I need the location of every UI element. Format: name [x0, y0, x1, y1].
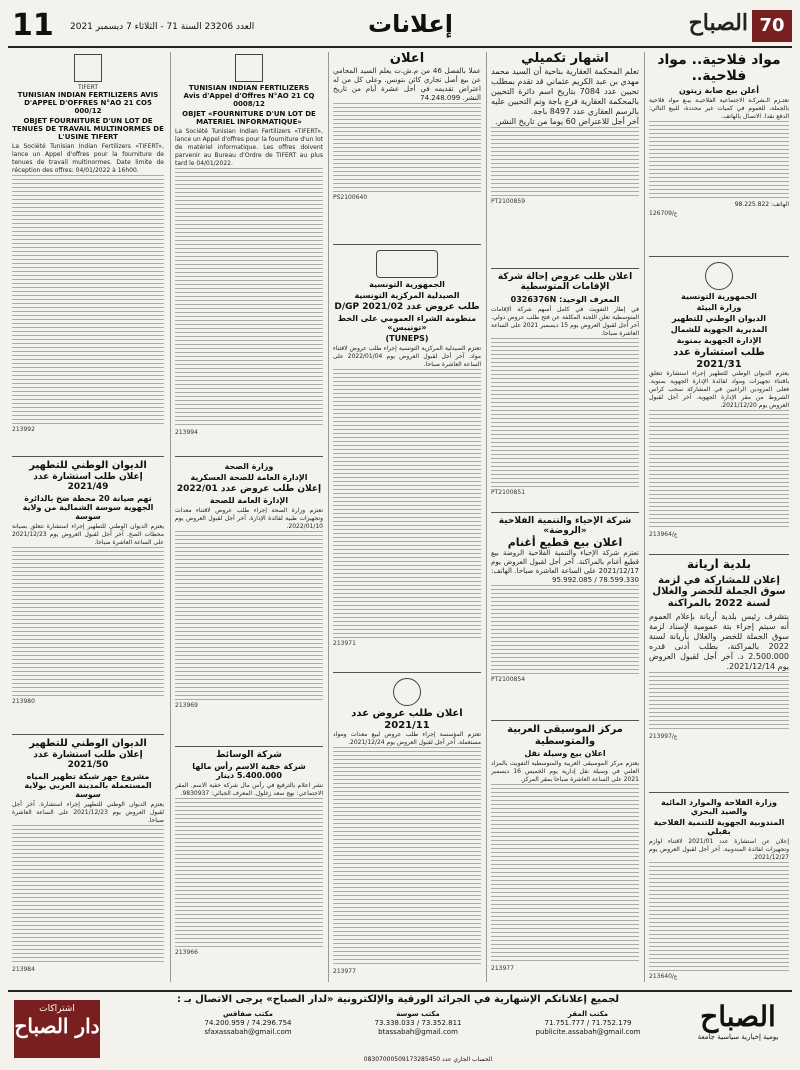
ad-ref: 213977: [333, 968, 356, 975]
ad-agency: الديوان الوطني للتطهير: [671, 314, 767, 323]
ad-title: إعلان طلب استشارة عدد 2021/50: [33, 749, 143, 770]
text-lines: [12, 175, 164, 425]
ad-agriculture-kebili: [649, 796, 789, 982]
ad-title: طلب استشارة عدد 2021/31: [673, 347, 765, 370]
text-lines: [175, 531, 323, 701]
ad-title: طلب عروض عدد 2021/02 D/GP: [334, 302, 480, 312]
ad-agricultural-materials: [649, 52, 789, 252]
divider: [491, 268, 639, 269]
ad-object: OBJET «FOURNITURE D'UN LOT DE MATERIEL INFORMATIQUE»: [182, 110, 316, 127]
ad-ref: ع/213640: [649, 973, 678, 980]
ad-tifert-it-equipment: [175, 52, 323, 452]
office-sfax: [178, 1010, 318, 1037]
divider: [491, 512, 639, 513]
ad-supplementary-notice: [491, 52, 639, 264]
ad-country: الجمهورية التونسية: [681, 292, 757, 301]
ad-subtitle: الإدارة العامة للصحة: [209, 496, 289, 506]
ad-text: يتشرف رئيس بلدية أريانة بإعلام العموم أنه سيتم إجراء بتة عمومية لإسناد لزمة سوق الجملة للخضر والغلال بأريانة لسنة 2022 بالمراكنة، بطلب أدنى قدره 2.500.000 د. آخر أجل لقبول العروض يوم 2021/12/14.: [649, 612, 789, 672]
page-footer: [8, 990, 792, 1066]
ad-ref: 213992: [12, 426, 35, 434]
ad-system: (TUNEPS): [385, 334, 429, 344]
ad-subtitle: شركة خفية الاسم رأس مالها 5.400.000 دينار: [192, 762, 306, 781]
ad-ref: 213980: [12, 698, 35, 706]
tifert-logo-icon: [74, 54, 102, 82]
ad-company: الصيدلية المركزية التونسية: [354, 291, 460, 300]
logo-text: الصباح: [688, 10, 748, 36]
text-lines: [12, 547, 164, 697]
ad-title: شركة الإحياء والتنمية الفلاحية «الروضة»: [498, 516, 632, 537]
column-4: [170, 52, 327, 982]
ad-ref: 213994: [175, 429, 198, 437]
office-name: مكتب صفاقس: [222, 1010, 274, 1018]
issue-line: العدد 23206 السنة 71 - الثلاثاء 7 ديسمبر 2021: [70, 22, 255, 32]
text-lines: [175, 168, 323, 428]
footer-logo-name: الصباح: [700, 1000, 776, 1033]
office-headquarters: [518, 1010, 658, 1037]
ad-ref: PT2100851: [491, 488, 526, 496]
text-lines: [333, 103, 481, 193]
ad-text: تعتـزم الـشركـة الاجتماعية الفلاحيـة بيـع مواد فلاحية بالجملة، للعموم في كميات غير محددة، للبيع التالي: الدفع نقدا. الاتصال بالهاتف.: [649, 97, 789, 121]
text-lines: [491, 127, 639, 197]
ad-text2: آخر أجل للاعتراض 60 يوما من تاريخ النشر.: [494, 116, 639, 126]
ad-title: Avis d'Appel d'Offres N°AO 21 CQ 0008/12: [183, 92, 315, 109]
ad-ref: 213966: [175, 949, 198, 957]
office-name: مكتب سوسة: [396, 1010, 440, 1018]
ad-text: تعتزم وزارة الصحة إجراء طلب عروض لاقتناء معدات وتجهيزات طبية لفائدة الإدارة. آخر أجل لقبول العروض يوم 2022/01/10.: [175, 507, 323, 531]
ad-text: تعتزم شركة الإحياء والتنمية الفلاحية الروضة بيع قطيع أغنام بالمراكنة. آخر أجل لقبول العروض يوم 2021/12/17 على الساعة العاشرة صباحا. الهاتف: 78.599.330 / 95.992.085: [491, 549, 639, 585]
ad-ministry-health: [175, 460, 323, 742]
ad-title: مواد فلاحية.. مواد فلاحية..: [657, 52, 781, 85]
ad-title: بلدية أريانة: [686, 558, 752, 571]
ad-title: مركز الموسيقى العربية والمتوسطية: [507, 724, 623, 747]
ad-company-capital: [175, 750, 323, 982]
ad-text: يعتزم مركز الموسيقى العربية والمتوسطية التفويت بالمزاد العلني في وسيلة نقل إدارية يوم الخميس 16 ديسمبر 2021 على الساعة العاشرة صباحا بمقر المركز.: [491, 760, 639, 783]
office-email[interactable]: btassabah@gmail.com: [378, 1028, 458, 1036]
ad-text: إعلان عن استشارة عدد 2021/01 لاقتناء لوازم وتجهيزات لفائدة المندوبية. آخر أجل لقبول العروض يوم 2021/12/27.: [649, 838, 789, 861]
divider: [12, 456, 164, 457]
ad-subtitle: مشروع جهر شبكة تطهير المياه المستعملة بالمدينة العربي بولاية سوسة: [24, 772, 152, 800]
ad-logo-text: TIFERT: [77, 84, 99, 91]
ad-text: نشر اعلام بالترفيع في رأس مال شركة خفية الاسم. المقر الاجتماعي: نهج سعد زغلول. المعرف الجبائي: 9830937.: [175, 782, 323, 798]
office-name: مكتب المقر: [567, 1010, 609, 1018]
ad-text: La Société Tunisian Indian Fertilizers «TIFERT», lance un Appel d'offres pour la fourniture de tenues de travail multinormes. Date limite de réception des offres: 04/01/2022 à 16h00.: [12, 143, 164, 175]
text-lines: [491, 585, 639, 675]
text-lines: [491, 338, 639, 488]
divider: [333, 244, 481, 245]
text-lines: [649, 862, 789, 972]
ad-ariana-municipality: [649, 558, 789, 788]
ad-text: يعتزم الديوان الوطني للتطهير إجراء استشارة. آخر أجل لقبول العروض يوم 2021/12/23 على الساعة العاشرة صباحا.: [12, 801, 164, 825]
column-3: [328, 52, 485, 982]
ad-subtitle: المندوبية الجهوية للتنمية الفلاحية بقبلي: [653, 818, 785, 836]
ad-id: المعرف الوحيد: 0326376N: [510, 294, 620, 304]
office-email[interactable]: sfaxassabah@gmail.com: [204, 1028, 292, 1036]
office-phone: 74.296.754 / 74.200.959: [204, 1019, 292, 1027]
ad-lead: أعلن بيع صابة زيتون: [678, 86, 760, 96]
ad-dept: المديرية الجهوية للشمال: [670, 325, 768, 334]
column-1: [644, 52, 793, 982]
ad-ref: PT2100854: [491, 676, 526, 684]
text-lines: [491, 784, 639, 964]
ad-tifert-workwear: [12, 52, 164, 452]
ad-dept2: الإدارة الجهوية بمنوبة: [676, 336, 762, 345]
ad-rawda-sheep-sale: [491, 516, 639, 716]
ad-notice: [333, 52, 481, 240]
divider: [649, 792, 789, 793]
office-sousse: [348, 1010, 488, 1037]
divider: [491, 720, 639, 721]
institution-emblem-icon: [393, 678, 421, 706]
ad-title: اشهار تكميلي: [521, 52, 609, 66]
ad-contact: الهاتف: 98.225.822: [734, 201, 789, 209]
divider: [333, 672, 481, 673]
text-lines: [649, 410, 789, 530]
ad-subtitle: تهم صيانة 20 محطة ضخ بالدائرة الجهوية سوسة الشمالية من ولاية سوسة: [22, 494, 154, 522]
ad-ref: ع/126709: [649, 210, 678, 218]
divider: [175, 746, 323, 747]
ad-title: اعلان طلب عروض عدد 2021/11: [351, 708, 463, 731]
column-2: [486, 52, 643, 982]
ad-subtitle: اعلان بيع قطيع أغنام: [507, 535, 623, 549]
ad-text: La Société Tunisian Indian Fertilizers «TIFERT», lance un Appel d'offres pour la fourniture d'un lot de matériel informatique. Les offres doivent parvenir au Bureau d'Ordre de TIFERT au plus tard le 04/01/2022.: [175, 128, 323, 168]
ad-title: TUNISIAN INDIAN FERTILIZERS AVIS D'APPEL D'OFFRES N°AO 21 CO5 000/12: [17, 91, 159, 116]
ad-ministry: وزارة البيئة: [696, 303, 742, 312]
ad-ref: 213971: [333, 640, 356, 648]
ad-ministry: وزارة الصحة: [224, 462, 274, 471]
ad-text: تعتزم المؤسسة إجراء طلب عروض لبيع معدات ومواد مستعملة. آخر أجل لقبول العروض يوم 2021/12/24.: [333, 731, 481, 746]
ad-ref: 213969: [175, 702, 198, 710]
office-email[interactable]: publicite.assabah@gmail.com: [535, 1028, 641, 1036]
ad-onas-manouba: [649, 260, 789, 550]
ad-mediterranean-residences: [491, 272, 639, 508]
tifert-logo-icon: [235, 54, 263, 82]
ads-contact-banner: لجميع إعلاناتكم الإشهارية في الجرائد الورقية والإلكترونية «لدار الصباح» يرجى الاتصال بـ :: [176, 994, 620, 1005]
ad-agency: الديوان الوطني للتطهير: [29, 738, 147, 749]
text-lines: [649, 121, 789, 201]
text-lines: [12, 825, 164, 965]
ad-text: عملا بالفصل 46 من م.ش.ت يعلم السيد المحامي عن بيع أصل تجاري كائن بتونس. وعلى كل من له اعتراض تقديمه في أجل عشرة أيام من تاريخ النشر. 74.248.099: [333, 66, 481, 102]
ad-text: في إطار التفويت في كامل أسهم شركة الإقامات المتوسطية تعلن اللجنة المكلفة عن فتح طلب عروض دولي. آخر أجل لقبول العروض يوم 15 ديسمبر 2021 على الساعة العاشرة صباحا.: [491, 305, 639, 337]
ad-subtitle: إعلان للمشاركة في لزمة سوق الجملة للخضر والغلال لسنة 2022 بالمراكنة: [652, 574, 786, 609]
tunisia-emblem-icon: [705, 262, 733, 290]
ad-title: اعلان طلب عروض إحالة شركة الإقامات المتوسطية: [497, 272, 633, 293]
ad-ref: PT2100859: [491, 197, 526, 205]
masthead-logo: [672, 8, 792, 44]
ad-title: اعلان: [389, 52, 425, 66]
ad-title: إعلان طلب استشارة عدد 2021/49: [33, 471, 143, 492]
subscription-tile: [14, 1000, 100, 1058]
ad-text: يعتزم الديوان الوطني للتطهير إجراء استشارة تتعلق بصيانة محطات الضخ. آخر أجل لقبول العروض يوم 2021/12/23 على الساعة العاشرة صباحا.: [12, 523, 164, 547]
ad-dept: الإدارة العامة للصحة العسكرية: [190, 473, 308, 482]
divider: [175, 456, 323, 457]
bank-account-line: الحساب الجاري عدد 08307000509173285450: [363, 1056, 493, 1063]
pharmacy-logo-icon: [376, 250, 438, 278]
logo-year: 70: [752, 10, 792, 42]
divider: [649, 256, 789, 257]
text-lines: [175, 798, 323, 948]
ad-title: إعلان طلب عروض عدد 2022/01: [176, 484, 322, 494]
ad-ref: ع/213997: [649, 733, 678, 741]
footer-logo: [688, 1000, 788, 1050]
page-number: 11: [12, 8, 54, 43]
divider: [12, 734, 164, 735]
ad-ref: ع/213964: [649, 531, 678, 538]
ad-central-pharmacy: [333, 248, 481, 668]
ad-logo-text: TUNISIAN INDIAN FERTILIZERS: [188, 84, 310, 92]
ad-title: وزارة الفلاحة والموارد المائية والصيد البحري: [661, 798, 777, 816]
office-phone: 71.752.179 / 71.751.777: [544, 1019, 632, 1027]
ad-title: شركة الوسائط: [216, 750, 282, 760]
ad-subtitle: اعلان بيع وسيلة نقل: [524, 749, 606, 758]
office-phone: 73.352.811 / 73.338.033: [374, 1019, 462, 1027]
column-5: [8, 52, 168, 982]
ad-onas-consultation-49: [12, 460, 164, 730]
subscription-brand: دار الصباح: [14, 1014, 100, 1038]
ad-subtitle: منظومة الشراء العمومي على الخط «تونيبس»: [337, 314, 477, 333]
ad-text: يعتزم الديوان الوطني للتطهير إجراء استشارة تتعلق باقتناء تجهيزات ومواد لفائدة الإدارة الجهوية بمنوبة. فعلى المزودين الراغبين في المشاركة سحب كراس الشروط من مقر الإدارة الجهوية. آخر أجل لقبول العروض يوم 2021/12/20.: [649, 370, 789, 409]
subscription-label: اشتراكات: [39, 1004, 75, 1014]
ad-ref: 213984: [12, 966, 35, 974]
ad-music-center-vehicle: [491, 724, 639, 982]
text-lines: [333, 747, 481, 967]
ad-ref: 213977: [491, 965, 514, 972]
section-title: إعلانات: [368, 10, 453, 38]
ad-tender-11: [333, 676, 481, 982]
ad-agency: الديوان الوطني للتطهير: [29, 460, 147, 471]
text-lines: [649, 672, 789, 732]
ad-text: تعلم المحكمة العقارية بناحية أن السيد محمد مهدي بن عبد الكريم عثماني قد تقدم بمطلب تحيين عدد 7084 بتاريخ اسم دائرة التحيين بالمحكمة العقارية فرع باجة وتم التحيين عليه بالرسم العقاري عدد 8497 باجة.: [491, 66, 639, 116]
ad-country: الجمهورية التونسية: [369, 280, 445, 289]
text-lines: [333, 369, 481, 639]
ad-object: OBJET FOURNITURE D'UN LOT DE TENUES DE TRAVAIL MULTINORMES DE L'USINE TIFERT: [12, 117, 164, 142]
ad-text: تعتزم الصيدلية المركزية التونسية إجراء طلب عروض لاقتناء مواد. آخر أجل لقبول العروض يوم 2022/01/04 على الساعة العاشرة صباحا.: [333, 345, 481, 369]
footer-tagline: يومية إخبارية سياسية جامعة: [697, 1033, 779, 1041]
ad-onas-consultation-50: [12, 738, 164, 982]
page-header: [8, 8, 792, 48]
divider: [649, 554, 789, 555]
ad-ref: PS2100640: [333, 193, 368, 201]
